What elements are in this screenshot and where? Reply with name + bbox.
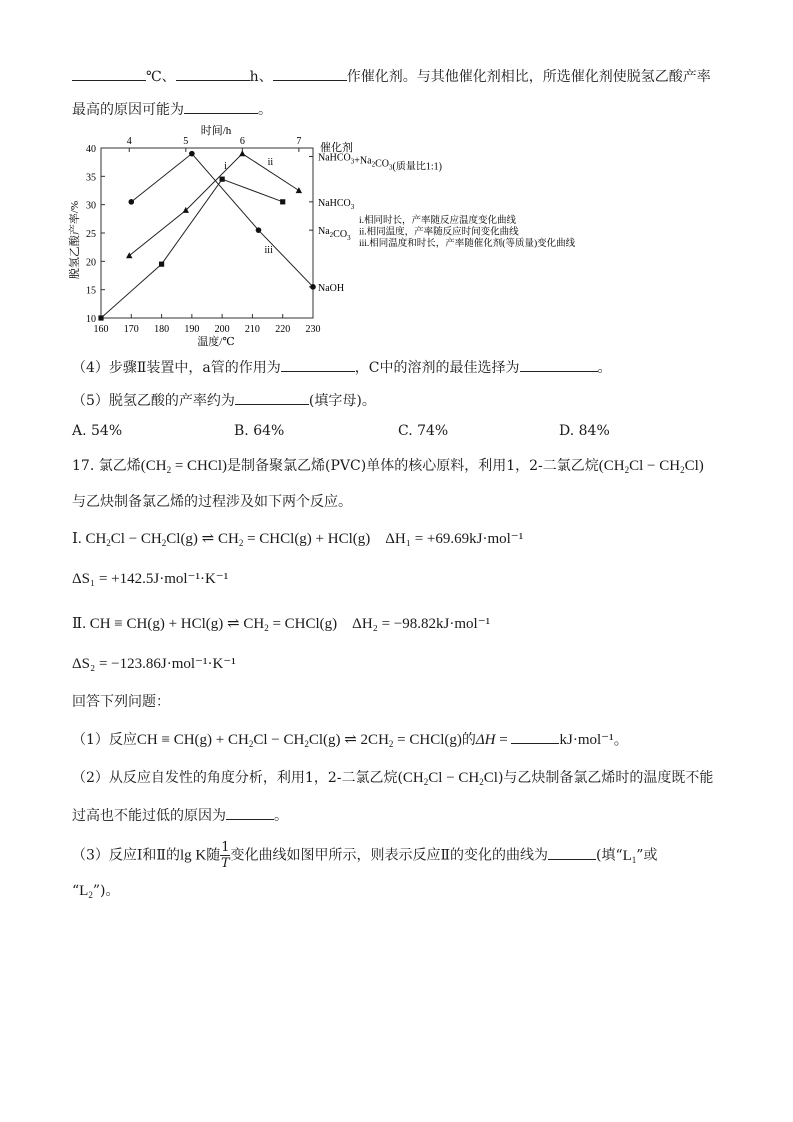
catalyst-label: $Na_2CO_3$ bbox=[318, 226, 351, 243]
top-tick-label: 7 bbox=[296, 136, 302, 147]
q1-line: （1）反应CH ≡ $CH(g) + CH_2Cl - CH_2Cl(g)$ ⇌ $2CH_2$ = CHCl(g)的ΔH = kJ·mol⁻¹。 bbox=[72, 729, 629, 750]
answer-blank bbox=[176, 66, 250, 81]
x-tick-label: 190 bbox=[184, 324, 200, 335]
data-point-triangle bbox=[239, 150, 245, 156]
option-a: A. 54% bbox=[72, 423, 123, 439]
catalyst-label: $NaHCO_3+Na_2CO_3$(质量比1:1) bbox=[318, 152, 442, 173]
x-axis-title: 温度/℃ bbox=[197, 336, 235, 347]
top-line-1: ℃、 h、 作催化剂。与其他催化剂相比，所选催化剂使脱氢乙酸产率 bbox=[72, 66, 711, 87]
y-axis-title: 脱氢乙酸产率/% bbox=[69, 200, 81, 280]
data-point-circle bbox=[189, 151, 195, 157]
q4-line: （4）步骤Ⅱ装置中，a管的作用为 ，C中的溶剂的最佳选择为 。 bbox=[72, 357, 612, 378]
answer-blank bbox=[226, 805, 274, 820]
y-tick-label: 10 bbox=[86, 314, 96, 325]
data-point-square bbox=[280, 199, 285, 204]
top-tick-label: 6 bbox=[239, 136, 245, 147]
answer-blank bbox=[72, 66, 146, 81]
series-line-ii bbox=[129, 154, 299, 256]
answer-blank bbox=[520, 357, 598, 372]
data-point-square bbox=[159, 262, 164, 267]
answer-blank bbox=[184, 99, 258, 114]
data-point-triangle bbox=[296, 187, 302, 193]
catalyst-label: NaHCO$_3$ bbox=[318, 197, 355, 211]
reaction-1: Ⅰ. $CH_2Cl - CH_2Cl(g)$ ⇌ $CH_2$ = CHCl(g) + HCl(g) ΔH₁ = +69.69kJ·mol⁻¹ bbox=[72, 531, 524, 548]
option-d: D. 84% bbox=[559, 423, 610, 439]
option-b: B. 64% bbox=[234, 423, 285, 439]
option-c: C. 74% bbox=[398, 423, 449, 439]
data-point-square bbox=[98, 315, 103, 320]
reaction-2: Ⅱ. CH ≡ CH(g) + HCl(g) ⇌ $CH_2$ = CHCl(g) ΔH₂ = −98.82kJ·mol⁻¹ bbox=[72, 616, 491, 633]
data-point-triangle bbox=[126, 252, 132, 258]
y-tick-label: 30 bbox=[86, 200, 96, 212]
reaction-1-entropy: ΔS₁ = +142.5J·mol⁻¹·K⁻¹ bbox=[72, 571, 229, 587]
right-axis-title: 催化剂 bbox=[320, 142, 353, 154]
formula-dichloroethane: $(CH_2Cl - CH_2Cl)$ bbox=[598, 458, 704, 475]
curve-label-iii: iii bbox=[264, 244, 273, 256]
q2-line-2: 过高也不能过低的原因为 。 bbox=[72, 805, 288, 826]
data-point-circle bbox=[310, 284, 316, 290]
x-tick-label: 160 bbox=[93, 324, 109, 335]
plot-frame bbox=[101, 148, 313, 318]
y-tick-label: 15 bbox=[86, 285, 96, 297]
y-tick-label: 20 bbox=[86, 257, 96, 269]
p17-line-1: 17. 氯乙烯($CH_2$ = CHCl)是制备聚氯乙烯(PVC)单体的核心原料，利用1，2-二氯乙烷$(CH_2Cl - CH_2Cl)$ bbox=[72, 458, 704, 475]
y-tick-label: 40 bbox=[86, 144, 96, 155]
q5-line: （5）脱氢乙酸的产率约为 (填字母)。 bbox=[72, 390, 376, 411]
x-tick-label: 230 bbox=[305, 324, 321, 335]
data-point-circle bbox=[256, 227, 262, 233]
x-tick-label: 200 bbox=[214, 324, 230, 335]
yield-chart bbox=[68, 122, 708, 347]
curve-label-ii: ii bbox=[267, 157, 274, 168]
catalyst-label: NaOH bbox=[318, 282, 345, 294]
curve-label-i: i bbox=[224, 160, 227, 172]
top-tick-label: 4 bbox=[126, 136, 132, 147]
reaction-2-entropy: ΔS₂ = −123.86J·mol⁻¹·K⁻¹ bbox=[72, 656, 236, 672]
x-tick-label: 180 bbox=[154, 324, 170, 335]
answer-blank bbox=[511, 729, 559, 744]
x-tick-label: 220 bbox=[275, 324, 291, 335]
answer-prompt: 回答下列问题： bbox=[72, 694, 170, 710]
answer-blank bbox=[235, 390, 309, 405]
legend-entry: ii.相同温度，产率随反应时间变化曲线 bbox=[359, 227, 519, 238]
top-axis-title: 时间/h bbox=[200, 125, 232, 137]
answer-blank bbox=[548, 845, 596, 860]
series-line-iii bbox=[101, 179, 283, 318]
legend-entry: i.相同时长，产率随反应温度变化曲线 bbox=[359, 215, 517, 226]
top-line-2: 最高的原因可能为 。 bbox=[72, 99, 272, 120]
y-tick-label: 25 bbox=[86, 229, 96, 240]
x-tick-label: 170 bbox=[123, 324, 139, 335]
data-point-circle bbox=[128, 199, 134, 205]
q3-line-1: （3）反应Ⅰ和Ⅱ的lg K随 $\frac{1}{T}$ 变化曲线如图甲所示，则表示反应Ⅱ的变化的曲线为 (填“$L_1$”或 bbox=[72, 840, 658, 871]
q3-line-2: “$L_2$”)。 bbox=[72, 883, 120, 900]
answer-blank bbox=[273, 66, 347, 81]
y-tick-label: 35 bbox=[86, 172, 96, 184]
data-point-square bbox=[220, 177, 225, 182]
x-tick-label: 210 bbox=[244, 324, 260, 335]
top-tick-label: 5 bbox=[183, 136, 189, 147]
q2-line-1: （2）从反应自发性的角度分析，利用1，2-二氯乙烷$(CH_2Cl - CH_2Cl)$与乙炔制备氯乙烯时的温度既不能 bbox=[72, 770, 714, 787]
formula-vinyl-chloride: ($CH_2$ = CHCl) bbox=[140, 458, 228, 475]
p17-line-2: 与乙炔制备氯乙烯的过程涉及如下两个反应。 bbox=[72, 494, 352, 510]
inverse-temperature-fraction: $\frac{1}{T}$ bbox=[221, 840, 230, 871]
legend-entry: iii.相同温度和时长，产率随催化剂(等质量)变化曲线 bbox=[359, 238, 576, 249]
answer-blank bbox=[281, 357, 355, 372]
